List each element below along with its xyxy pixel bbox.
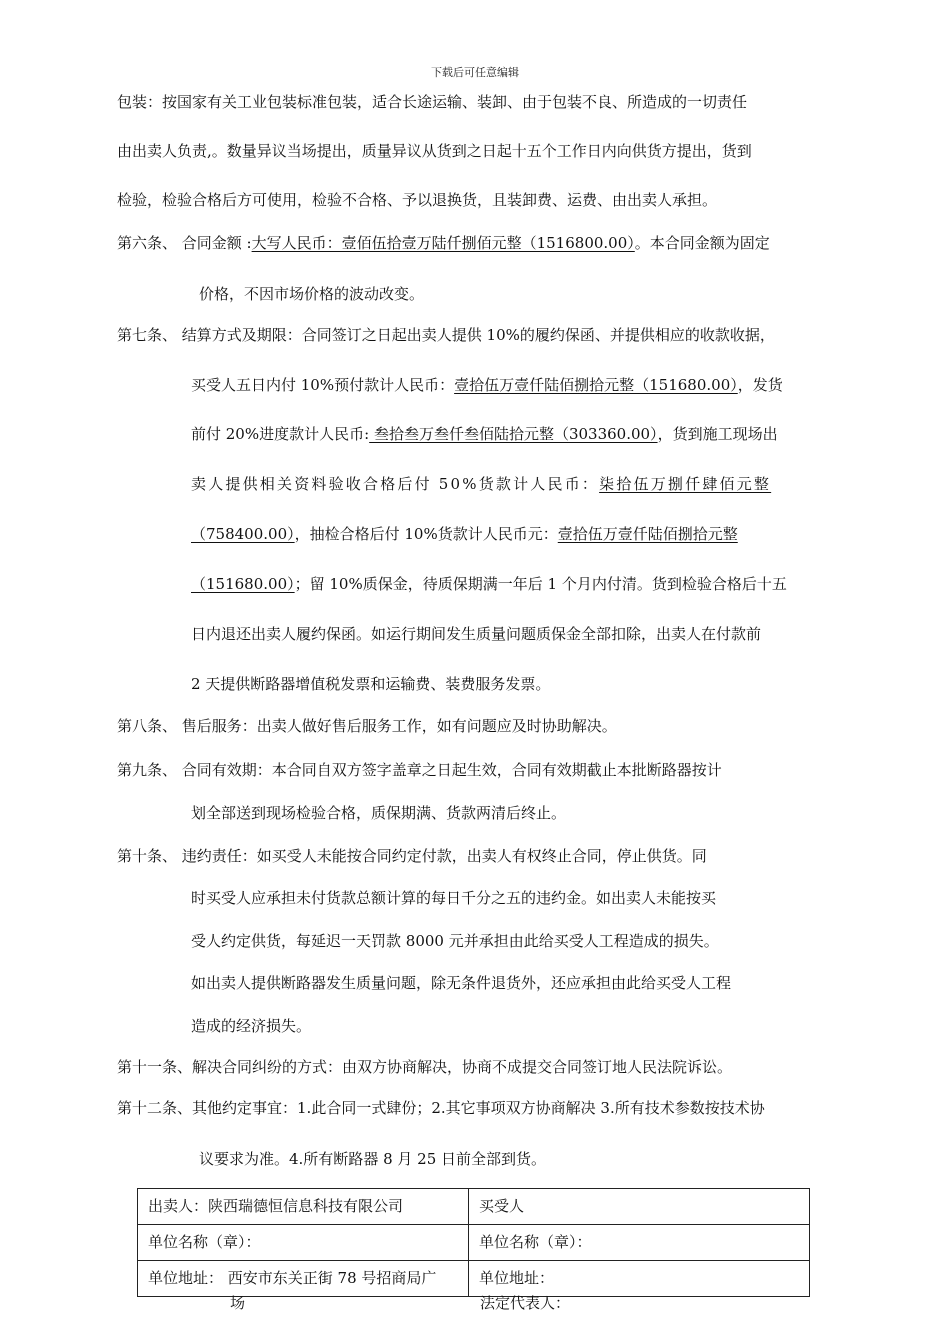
article-12-line-1: 第十二条、其他约定事宜：1.此合同一式肆份；2.其它事项双方协商解决 3.所有技术参数按技术协	[117, 1099, 765, 1117]
packaging-line-2: 由出卖人负责,。数量异议当场提出，质量异议从货到之日起十五个工作日内向供货方提出，货到	[117, 142, 752, 160]
article-7-prepayment-amount: 壹拾伍万壹仟陆佰捌拾元整（151680.00）	[454, 376, 738, 394]
article-7-payment-10-amount: 壹拾伍万壹仟陆佰捌拾元整	[557, 525, 738, 543]
packaging-line-3: 检验，检验合格后方可使用，检验不合格、予以退换货，且装卸费、运费、由出卖人承担。	[117, 191, 718, 209]
seller-unit-label: 单位名称（章）：	[148, 1233, 261, 1251]
page-header-note: 下载后可任意编辑	[431, 66, 519, 79]
article-7-line-6-text: ；留 10%质保金，待质保期满一年后 1 个月内付清。货到检验合格后十五	[294, 575, 787, 593]
packaging-line-1: 包装：按国家有关工业包装标准包装，适合长途运输、装卸、由于包装不良、所造成的一切责任	[117, 93, 748, 111]
article-7-progress-amount: 叁拾叁万叁仟叁佰陆拾元整（303360.00）	[369, 425, 658, 443]
signature-table	[137, 1188, 810, 1297]
seller-name: 出卖人：陕西瑞德恒信息科技有限公司	[148, 1197, 404, 1215]
article-7-line-2	[191, 375, 783, 395]
article-7-line-4	[191, 474, 771, 494]
article-7-line-5-text: ，抽检合格后付 10%货款计人民币元：	[294, 525, 558, 543]
seller-address-continued: 场	[230, 1294, 246, 1312]
article-6-amount: 大写人民币：壹佰伍拾壹万陆仟捌佰元整（1516800.00）	[251, 234, 635, 252]
article-12-line-2: 议要求为准。4.所有断路器 8 月 25 日前全部到货。	[199, 1150, 547, 1168]
article-10-line-4: 如出卖人提供断路器发生质量问题，除无条件退货外，还应承担由此给买受人工程	[191, 974, 732, 992]
article-9-line-1: 第九条、 合同有效期：本合同自双方签字盖章之日起生效，合同有效期截止本批断路器按计	[117, 761, 722, 779]
seller-address: 单位地址： 西安市东关正街 78 号招商局广	[148, 1269, 437, 1287]
article-6-prefix: 第六条、 合同金额 :	[117, 234, 252, 252]
article-7-line-3-tail: ，货到施工现场出	[657, 425, 778, 443]
article-7-line-2-text: 买受人五日内付 10%预付款计人民币：	[191, 376, 455, 394]
article-6-line-2: 价格，不因市场价格的波动改变。	[199, 285, 425, 303]
buyer-name: 买受人	[479, 1197, 525, 1215]
seller-unit-cell	[138, 1225, 469, 1261]
buyer-unit-label: 单位名称（章）：	[479, 1233, 592, 1251]
article-10-line-5: 造成的经济损失。	[191, 1017, 312, 1035]
seller-name-cell	[138, 1189, 469, 1225]
article-11-line-1: 第十一条、解决合同纠纷的方式：由双方协商解决，协商不成提交合同签订地人民法院诉讼。	[117, 1058, 733, 1076]
article-7-line-5	[191, 524, 738, 544]
article-7-line-3-text: 前付 20%进度款计人民币:	[191, 425, 370, 443]
buyer-unit-cell	[469, 1225, 810, 1261]
article-7-line-8: 2 天提供断路器增值税发票和运输费、装费服务发票。	[191, 675, 551, 693]
article-10-line-2: 时买受人应承担未付货款总额计算的每日千分之五的违约金。如出卖人未能按买	[191, 889, 717, 907]
article-10-line-1: 第十条、 违约责任：如买受人未能按合同约定付款，出卖人有权终止合同，停止供货。同	[117, 847, 707, 865]
buyer-address-cell	[469, 1261, 810, 1297]
article-7-line-2-tail: ，发货	[737, 376, 783, 394]
seller-address-cell	[138, 1261, 469, 1297]
article-7-line-6	[191, 574, 787, 594]
article-7-payment-50-figure: （758400.00）	[191, 525, 295, 543]
buyer-name-cell	[469, 1189, 810, 1225]
article-7-line-1: 第七条、 结算方式及期限：合同签订之日起出卖人提供 10%的履约保函、并提供相应的收款收据，	[117, 326, 775, 344]
article-7-line-4-text: 卖人提供相关资料验收合格后付 50%货款计人民币：	[191, 475, 600, 493]
article-7-line-3	[191, 424, 778, 444]
article-7-payment-10-figure: （151680.00）	[191, 575, 295, 593]
article-7-line-7: 日内退还出卖人履约保函。如运行期间发生质量问题质保金全部扣除，出卖人在付款前	[191, 625, 762, 643]
article-9-line-2: 划全部送到现场检验合格，质保期满、货款两清后终止。	[191, 804, 567, 822]
article-10-line-3: 受人约定供货，每延迟一天罚款 8000 元并承担由此给买受人工程造成的损失。	[191, 932, 719, 950]
article-8-line-1: 第八条、 售后服务：出卖人做好售后服务工作，如有问题应及时协助解决。	[117, 717, 617, 735]
article-6-suffix: 。本合同金额为固定	[634, 234, 770, 252]
article-7-payment-50-amount: 柒拾伍万捌仟肆佰元整	[599, 475, 772, 493]
article-6-line-1	[117, 233, 770, 253]
buyer-legal-representative-label: 法定代表人：	[480, 1294, 571, 1312]
buyer-address-label: 单位地址：	[479, 1269, 555, 1287]
